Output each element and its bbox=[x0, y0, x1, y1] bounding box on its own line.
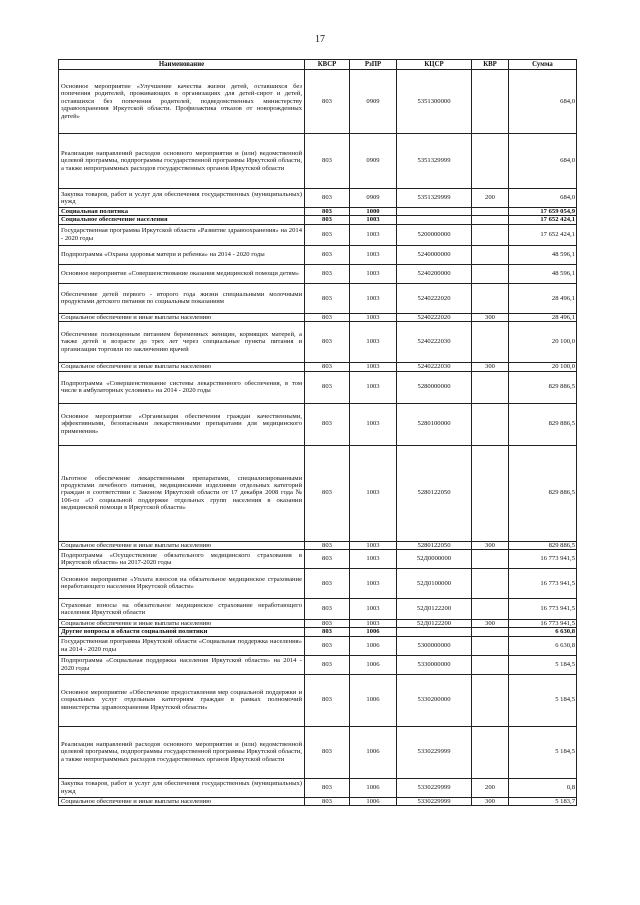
cell-sum: 28 496,1 bbox=[509, 283, 577, 313]
cell-kcsr: 5330229999 bbox=[397, 778, 472, 797]
table-row bbox=[59, 549, 577, 568]
cell-kvsr: 803 bbox=[305, 778, 350, 797]
cell-sum: 684,0 bbox=[509, 134, 577, 189]
cell-name: Государственная программа Иркутской области «Социальная поддержка населения» на 2014 - 2020 годы bbox=[59, 636, 305, 655]
cell-sum: 17 659 054,9 bbox=[509, 208, 577, 216]
cell-kvsr: 803 bbox=[305, 549, 350, 568]
header-kvr: КВР bbox=[472, 60, 509, 70]
cell-rzpr: 1003 bbox=[350, 403, 397, 445]
cell-kvsr: 803 bbox=[305, 283, 350, 313]
table-row bbox=[59, 628, 577, 636]
table-row bbox=[59, 283, 577, 313]
cell-sum: 0,8 bbox=[509, 778, 577, 797]
cell-kvsr: 803 bbox=[305, 371, 350, 403]
cell-name: Социальное обеспечение и иные выплаты населению bbox=[59, 619, 305, 627]
table-row bbox=[59, 726, 577, 778]
cell-rzpr: 1006 bbox=[350, 726, 397, 778]
cell-name: Социальная политика bbox=[59, 208, 305, 216]
cell-kcsr bbox=[397, 216, 472, 224]
cell-rzpr: 1003 bbox=[350, 283, 397, 313]
cell-kvsr: 803 bbox=[305, 628, 350, 636]
cell-name: Подпрограмма «Совершенствование системы лекарственного обеспечения, в том числе в амбулаторных условиях» на 2014 - 2020 годы bbox=[59, 371, 305, 403]
cell-kvr bbox=[472, 264, 509, 283]
cell-kvsr: 803 bbox=[305, 598, 350, 619]
cell-kvsr: 803 bbox=[305, 313, 350, 321]
table-row bbox=[59, 541, 577, 549]
cell-sum: 20 100,0 bbox=[509, 363, 577, 371]
cell-kcsr: 5240222020 bbox=[397, 313, 472, 321]
table-row bbox=[59, 264, 577, 283]
cell-name: Социальное обеспечение и иные выплаты населению bbox=[59, 313, 305, 321]
cell-kcsr: 5240222020 bbox=[397, 283, 472, 313]
cell-rzpr: 0909 bbox=[350, 134, 397, 189]
cell-rzpr: 0909 bbox=[350, 70, 397, 134]
cell-kvr: 300 bbox=[472, 363, 509, 371]
cell-kvsr: 803 bbox=[305, 445, 350, 541]
cell-name: Основное мероприятие «Улучшение качества жизни детей, оставшихся без попечения родителей, проживающих в организациях для детей-сирот и детей, оставшихся без попечения родителей, подведомственных министерству здравоохранения Иркутской области. Профилактика отказов от новорожденных детей» bbox=[59, 70, 305, 134]
cell-sum: 20 100,0 bbox=[509, 322, 577, 363]
cell-rzpr: 1003 bbox=[350, 619, 397, 627]
cell-kvr bbox=[472, 245, 509, 264]
cell-kvr bbox=[472, 726, 509, 778]
cell-kvr bbox=[472, 549, 509, 568]
cell-kvsr: 803 bbox=[305, 70, 350, 134]
cell-rzpr: 1000 bbox=[350, 208, 397, 216]
cell-kcsr: 52Д0100000 bbox=[397, 568, 472, 598]
cell-kcsr: 5240222030 bbox=[397, 322, 472, 363]
cell-name: Государственная программа Иркутской области «Развитие здравоохранения» на 2014 - 2020 годы bbox=[59, 224, 305, 245]
cell-sum: 16 773 941,5 bbox=[509, 598, 577, 619]
cell-name: Реализация направлений расходов основного мероприятия и (или) ведомственной целевой программы, подпрограммы государственной программы Иркутской области, а также непрограммных расходов государственных органов Иркутской области bbox=[59, 726, 305, 778]
table-row bbox=[59, 598, 577, 619]
cell-kcsr: 5300000000 bbox=[397, 636, 472, 655]
table-row bbox=[59, 322, 577, 363]
cell-kcsr: 5351329999 bbox=[397, 189, 472, 208]
cell-kvr bbox=[472, 322, 509, 363]
cell-kcsr: 5280122050 bbox=[397, 541, 472, 549]
cell-kvr: 300 bbox=[472, 313, 509, 321]
cell-sum: 684,0 bbox=[509, 189, 577, 208]
cell-rzpr: 1006 bbox=[350, 628, 397, 636]
cell-kcsr: 52Д0122200 bbox=[397, 598, 472, 619]
table-row bbox=[59, 778, 577, 797]
table-row bbox=[59, 189, 577, 208]
table-row bbox=[59, 674, 577, 726]
cell-rzpr: 1006 bbox=[350, 778, 397, 797]
cell-kvsr: 803 bbox=[305, 568, 350, 598]
header-name: Наименование bbox=[59, 60, 305, 70]
cell-kcsr: 5240000000 bbox=[397, 245, 472, 264]
cell-rzpr: 1003 bbox=[350, 245, 397, 264]
cell-kcsr: 5240200000 bbox=[397, 264, 472, 283]
cell-kvsr: 803 bbox=[305, 224, 350, 245]
cell-sum: 6 630,8 bbox=[509, 628, 577, 636]
cell-name: Подпрограмма «Охрана здоровья матери и ребенка» на 2014 - 2020 годы bbox=[59, 245, 305, 264]
cell-kvr bbox=[472, 70, 509, 134]
header-rzpr: РзПР bbox=[350, 60, 397, 70]
cell-sum: 5 184,5 bbox=[509, 674, 577, 726]
cell-kcsr: 5240222030 bbox=[397, 363, 472, 371]
cell-kvsr: 803 bbox=[305, 726, 350, 778]
cell-rzpr: 1003 bbox=[350, 322, 397, 363]
cell-kvr bbox=[472, 655, 509, 674]
cell-rzpr: 1006 bbox=[350, 797, 397, 805]
cell-kcsr bbox=[397, 208, 472, 216]
cell-kcsr: 5280000000 bbox=[397, 371, 472, 403]
cell-kvsr: 803 bbox=[305, 208, 350, 216]
cell-kvr bbox=[472, 674, 509, 726]
table-row bbox=[59, 568, 577, 598]
cell-name: Основное мероприятие «Совершенствование оказания медицинской помощи детям» bbox=[59, 264, 305, 283]
budget-table bbox=[58, 59, 577, 806]
cell-name: Закупка товаров, работ и услуг для обеспечения государственных (муниципальных) нужд bbox=[59, 778, 305, 797]
cell-name: Подпрограмма «Социальная поддержка населения Иркутской области» на 2014 - 2020 годы bbox=[59, 655, 305, 674]
cell-sum: 5 183,7 bbox=[509, 797, 577, 805]
cell-kvr bbox=[472, 224, 509, 245]
header-sum: Сумма bbox=[509, 60, 577, 70]
cell-rzpr: 1003 bbox=[350, 313, 397, 321]
cell-name: Льготное обеспечение лекарственными препаратами, специализированными продуктами лечебного питания, медицинскими изделиями отдельных категорий граждан в соответствии с Законом Иркутской области от 17 декабря 2008 года № 106-оз «О социальной поддержке отдельных групп населения в оказании медицинской помощи в Иркутской области» bbox=[59, 445, 305, 541]
cell-kvr bbox=[472, 568, 509, 598]
cell-sum: 48 596,1 bbox=[509, 245, 577, 264]
cell-sum: 684,0 bbox=[509, 70, 577, 134]
table-row bbox=[59, 445, 577, 541]
cell-kcsr: 5330229999 bbox=[397, 797, 472, 805]
cell-kvr bbox=[472, 403, 509, 445]
table-row bbox=[59, 797, 577, 805]
cell-sum: 829 886,5 bbox=[509, 541, 577, 549]
table-row bbox=[59, 619, 577, 627]
cell-name: Реализация направлений расходов основного мероприятия и (или) ведомственной целевой программы, подпрограммы государственной программы Иркутской области, а также непрограммных расходов государственных органов Иркутской области bbox=[59, 134, 305, 189]
cell-name: Закупка товаров, работ и услуг для обеспечения государственных (муниципальных) нужд bbox=[59, 189, 305, 208]
table-row bbox=[59, 216, 577, 224]
cell-name: Социальное обеспечение населения bbox=[59, 216, 305, 224]
cell-kvsr: 803 bbox=[305, 216, 350, 224]
cell-kvsr: 803 bbox=[305, 363, 350, 371]
cell-sum: 48 596,1 bbox=[509, 264, 577, 283]
cell-sum: 5 184,5 bbox=[509, 655, 577, 674]
cell-name: Страховые взносы на обязательное медицинское страхование неработающего населения Иркутской области bbox=[59, 598, 305, 619]
table-row bbox=[59, 208, 577, 216]
table-header bbox=[59, 60, 577, 70]
cell-kvr bbox=[472, 636, 509, 655]
cell-kcsr: 5280122050 bbox=[397, 445, 472, 541]
cell-name: Подпрограмма «Осуществление обязательного медицинского страхования в Иркутской области» на 2017-2020 годы bbox=[59, 549, 305, 568]
cell-kcsr: 5351300000 bbox=[397, 70, 472, 134]
cell-kvr bbox=[472, 598, 509, 619]
cell-name: Основное мероприятие «Обеспечение предоставления мер социальной поддержки и социальных услуг отдельным категориям граждан в рамках полномочий министерства здравоохранения Иркутской области» bbox=[59, 674, 305, 726]
cell-rzpr: 1006 bbox=[350, 636, 397, 655]
cell-rzpr: 1006 bbox=[350, 674, 397, 726]
cell-name: Основное мероприятие «Организация обеспечения граждан качественными, эффективными, безопасными лекарственными препаратами для медицинского применения» bbox=[59, 403, 305, 445]
table-row bbox=[59, 655, 577, 674]
cell-name: Социальное обеспечение и иные выплаты населению bbox=[59, 363, 305, 371]
cell-name: Социальное обеспечение и иные выплаты населению bbox=[59, 797, 305, 805]
cell-kvsr: 803 bbox=[305, 189, 350, 208]
cell-kvr bbox=[472, 134, 509, 189]
cell-kcsr: 52Д0000000 bbox=[397, 549, 472, 568]
cell-rzpr: 1003 bbox=[350, 598, 397, 619]
cell-kvr: 300 bbox=[472, 541, 509, 549]
cell-name: Обеспечение детей первого - второго года жизни специальными молочными продуктами детского питания по социальным показаниям bbox=[59, 283, 305, 313]
cell-name: Обеспечение полноценным питанием беременных женщин, кормящих матерей, а также детей в возрасте до трех лет через специальные пункты питания и организации торговли по заключению врачей bbox=[59, 322, 305, 363]
cell-sum: 28 496,1 bbox=[509, 313, 577, 321]
cell-name: Другие вопросы в области социальной политики bbox=[59, 628, 305, 636]
cell-kvsr: 803 bbox=[305, 636, 350, 655]
cell-kvsr: 803 bbox=[305, 322, 350, 363]
cell-rzpr: 1003 bbox=[350, 371, 397, 403]
cell-rzpr: 1003 bbox=[350, 549, 397, 568]
cell-sum: 16 773 941,5 bbox=[509, 568, 577, 598]
table-row bbox=[59, 245, 577, 264]
cell-kcsr: 5280100000 bbox=[397, 403, 472, 445]
cell-kvsr: 803 bbox=[305, 134, 350, 189]
cell-kvr bbox=[472, 445, 509, 541]
cell-sum: 829 886,5 bbox=[509, 445, 577, 541]
table-row bbox=[59, 371, 577, 403]
cell-rzpr: 1003 bbox=[350, 568, 397, 598]
cell-kcsr bbox=[397, 628, 472, 636]
cell-kcsr: 5330229999 bbox=[397, 726, 472, 778]
cell-rzpr: 0909 bbox=[350, 189, 397, 208]
cell-sum: 6 630,8 bbox=[509, 636, 577, 655]
cell-name: Социальное обеспечение и иные выплаты населению bbox=[59, 541, 305, 549]
cell-kcsr: 5200000000 bbox=[397, 224, 472, 245]
cell-rzpr: 1003 bbox=[350, 541, 397, 549]
cell-kvr bbox=[472, 283, 509, 313]
cell-kvr: 300 bbox=[472, 619, 509, 627]
table-row bbox=[59, 134, 577, 189]
table-row bbox=[59, 636, 577, 655]
cell-kcsr: 52Д0122200 bbox=[397, 619, 472, 627]
cell-kvr bbox=[472, 216, 509, 224]
cell-kvr bbox=[472, 208, 509, 216]
cell-kvsr: 803 bbox=[305, 541, 350, 549]
cell-sum: 829 886,5 bbox=[509, 371, 577, 403]
cell-kvsr: 803 bbox=[305, 264, 350, 283]
cell-rzpr: 1003 bbox=[350, 363, 397, 371]
cell-kvr: 200 bbox=[472, 778, 509, 797]
table-row bbox=[59, 70, 577, 134]
cell-sum: 16 773 941,5 bbox=[509, 549, 577, 568]
cell-kcsr: 5351329999 bbox=[397, 134, 472, 189]
cell-kvsr: 803 bbox=[305, 619, 350, 627]
header-row bbox=[59, 60, 577, 70]
cell-kvr: 300 bbox=[472, 797, 509, 805]
cell-rzpr: 1003 bbox=[350, 445, 397, 541]
cell-kvsr: 803 bbox=[305, 245, 350, 264]
cell-name: Основное мероприятие «Уплата взносов на обязательное медицинское страхование неработающего населения Иркутской области» bbox=[59, 568, 305, 598]
header-kcsr: КЦСР bbox=[397, 60, 472, 70]
page-number: 17 bbox=[315, 34, 325, 45]
table-row bbox=[59, 313, 577, 321]
cell-sum: 17 652 424,1 bbox=[509, 216, 577, 224]
cell-kcsr: 5330200000 bbox=[397, 674, 472, 726]
cell-rzpr: 1003 bbox=[350, 224, 397, 245]
cell-sum: 5 184,5 bbox=[509, 726, 577, 778]
cell-rzpr: 1006 bbox=[350, 655, 397, 674]
cell-kvsr: 803 bbox=[305, 674, 350, 726]
cell-sum: 17 652 424,1 bbox=[509, 224, 577, 245]
cell-kvsr: 803 bbox=[305, 403, 350, 445]
cell-rzpr: 1003 bbox=[350, 216, 397, 224]
cell-kvsr: 803 bbox=[305, 797, 350, 805]
table-body bbox=[59, 70, 577, 806]
cell-sum: 16 773 941,5 bbox=[509, 619, 577, 627]
cell-sum: 829 886,5 bbox=[509, 403, 577, 445]
cell-kvr bbox=[472, 628, 509, 636]
cell-kvr bbox=[472, 371, 509, 403]
cell-kvsr: 803 bbox=[305, 655, 350, 674]
cell-kvr: 200 bbox=[472, 189, 509, 208]
cell-kcsr: 5330000000 bbox=[397, 655, 472, 674]
header-kvsr: КВСР bbox=[305, 60, 350, 70]
cell-rzpr: 1003 bbox=[350, 264, 397, 283]
table-row bbox=[59, 403, 577, 445]
table-row bbox=[59, 224, 577, 245]
table-row bbox=[59, 363, 577, 371]
